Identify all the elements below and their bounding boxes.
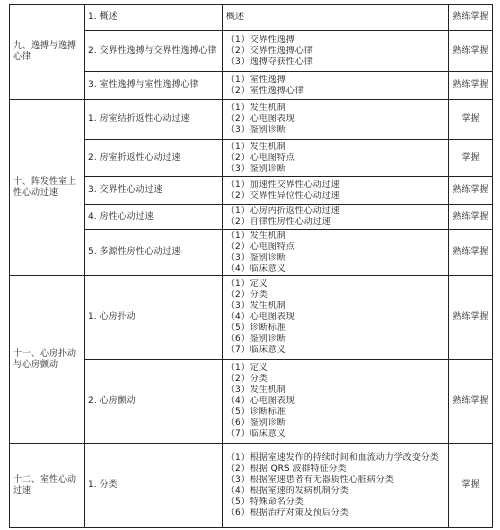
- requirement-level: 熟练掌握: [449, 31, 493, 72]
- section-points: （1）定义 （2）分类 （3）发生机制 （4）心电图表现 （5）诊断标准 （6）鉴别诊断 （7）临床意义: [223, 276, 449, 360]
- requirement-level: 掌握: [449, 100, 493, 140]
- requirement-level: 熟练掌握: [449, 177, 493, 205]
- chapter-title: 十、阵发性室上性心动过速: [10, 100, 85, 276]
- section-points: （1）心房内折返性心动过速 （2）自律性房性心动过速: [223, 205, 449, 230]
- section-points: 概述: [223, 5, 449, 31]
- requirement-level: 熟练掌握: [449, 5, 493, 31]
- section-points: （1）交界性逸搏 （2）交界性逸搏心律 （3）逸搏夺获性心律: [223, 31, 449, 72]
- section-label: 2. 交界性逸搏与交界性逸搏心律: [85, 31, 223, 72]
- section-points: （1）定义 （2）分类 （3）发生机制 （4）心电图表现 （5）诊断标准 （6）鉴别诊断 （7）临床意义: [223, 360, 449, 444]
- section-points: （1）加速性交界性心动过速 （2）交界性异位性心动过速: [223, 177, 449, 205]
- section-label: 1. 概述: [85, 5, 223, 31]
- requirement-level: 熟练掌握: [449, 205, 493, 230]
- section-points: （1）室性逸搏 （2）室性逸搏心律: [223, 72, 449, 100]
- section-points: （1）发生机制 （2）心电图表现 （3）鉴别诊断: [223, 100, 449, 140]
- requirement-level: 掌握: [449, 140, 493, 177]
- table-row: [10, 276, 493, 360]
- section-label: 5. 多源性房性心动过速: [85, 230, 223, 276]
- requirement-level: 熟练掌握: [449, 72, 493, 100]
- requirement-level: 熟练掌握: [449, 276, 493, 360]
- section-label: 2. 房室折返性心动过速: [85, 140, 223, 177]
- chapter-title: 九、逸搏与逸搏心律: [10, 5, 85, 100]
- table-row: [10, 100, 493, 140]
- section-label: 3. 交界性心动过速: [85, 177, 223, 205]
- section-label: 4. 房性心动过速: [85, 205, 223, 230]
- section-points: （1）发生机制 （2）心电图特点 （3）鉴别诊断: [223, 140, 449, 177]
- section-points: （1）根据室速发作的持续时间和血流动力学改变分类 （2）根据 QRS 波群特征分类 （3）根据室速患者有无器质性心脏病分类 （4）根据室速的发病机制分类 （5）特殊命名分类 （6）根据治疗对策及预后分类: [223, 444, 449, 528]
- syllabus-table: [9, 4, 493, 528]
- requirement-level: 熟练掌握: [449, 360, 493, 444]
- requirement-level: 掌握: [449, 444, 493, 528]
- table-row: [10, 5, 493, 31]
- section-label: 1. 分类: [85, 444, 223, 528]
- chapter-title: 十一、心房扑动与心房颤动: [10, 276, 85, 444]
- requirement-level: 熟练掌握: [449, 230, 493, 276]
- section-label: 2. 心房颤动: [85, 360, 223, 444]
- section-points: （1）发生机制 （2）心电图特点 （3）鉴别诊断 （4）临床意义: [223, 230, 449, 276]
- table-row: [10, 444, 493, 528]
- section-label: 1. 房室结折返性心动过速: [85, 100, 223, 140]
- chapter-title: 十二、室性心动过速: [10, 444, 85, 528]
- section-label: 1. 心房扑动: [85, 276, 223, 360]
- section-label: 3. 室性逸搏与室性逸搏心律: [85, 72, 223, 100]
